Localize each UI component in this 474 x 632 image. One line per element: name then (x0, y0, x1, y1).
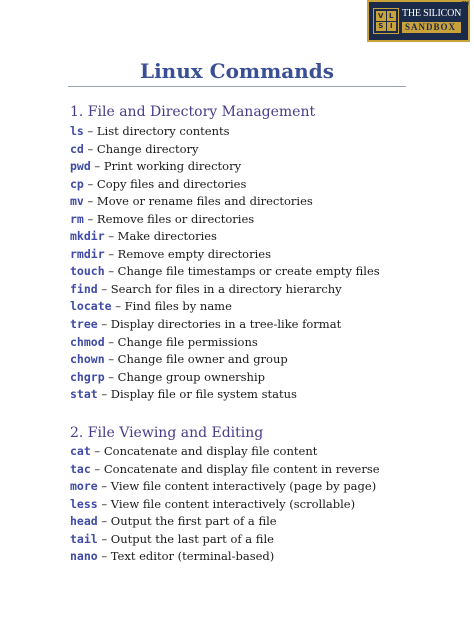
command-item-mkdir (70, 228, 380, 246)
command-description: – Concatenate and display file content (90, 444, 318, 458)
command-item-chmod (70, 334, 380, 352)
command-item-nano (70, 548, 380, 566)
command-list-file-directory (70, 123, 380, 404)
command-description: – Display directories in a tree-like format (97, 317, 342, 332)
page-title: Linux Commands (140, 59, 334, 83)
command-item-cat (70, 443, 380, 461)
command-name: stat (70, 387, 98, 402)
command-description: – Make directories (104, 229, 217, 244)
command-description: – Concatenate and display file content in reverse (90, 461, 380, 476)
command-name: tree (70, 317, 98, 332)
command-name: tail (70, 531, 98, 546)
command-description: – View file content interactively (scrollable) (97, 496, 356, 511)
command-name: more (70, 479, 98, 494)
command-item-chown (70, 351, 380, 369)
command-item-chgrp (70, 369, 380, 387)
command-name: touch (70, 264, 105, 279)
command-name: find (70, 281, 98, 296)
command-name: cd (70, 141, 84, 156)
logo-mark-letter: S (376, 22, 386, 32)
command-description: – Find files by name (111, 299, 232, 314)
logo-mark-letter: I (387, 22, 397, 32)
command-name: head (70, 514, 98, 529)
command-item-tail (70, 531, 380, 549)
command-item-pwd (70, 158, 380, 176)
command-item-less (70, 496, 380, 514)
command-name: nano (70, 549, 98, 564)
command-name: rmdir (70, 246, 105, 261)
section-heading-file-viewing-editing: 2. File Viewing and Editing (70, 425, 264, 441)
logo-mark-letter: V (376, 11, 386, 21)
command-item-head (70, 513, 380, 531)
command-item-find (70, 281, 380, 299)
command-description: – Change directory (83, 141, 199, 156)
command-item-cp (70, 176, 380, 194)
command-item-stat (70, 386, 380, 404)
command-name: mkdir (70, 229, 105, 244)
command-description: – Display file or file system status (97, 387, 297, 402)
logo-mark-letter: L (387, 11, 397, 21)
command-name: chmod (70, 334, 105, 349)
command-name: pwd (70, 159, 91, 174)
command-name: ls (70, 124, 84, 138)
command-item-locate (70, 298, 380, 316)
command-description: – Print working directory (90, 159, 242, 174)
logo-line-2: SANDBOX (402, 22, 461, 33)
command-item-tree (70, 316, 380, 334)
command-description: – Change group ownership (104, 369, 266, 384)
command-item-ls (70, 123, 380, 141)
command-item-more (70, 478, 380, 496)
command-list-file-viewing (70, 443, 380, 566)
command-name: chgrp (70, 369, 105, 384)
command-name: tac (70, 461, 91, 476)
command-name: rm (70, 211, 84, 226)
command-description: – Output the last part of a file (97, 531, 274, 546)
chip-logo-icon (373, 8, 399, 34)
command-name: mv (70, 194, 84, 209)
command-description: – Remove files or directories (83, 211, 255, 226)
command-description: – Remove empty directories (104, 246, 271, 261)
command-description: – List directory contents (83, 124, 230, 138)
command-description: – Change file timestamps or create empty files (104, 264, 380, 279)
command-description: – Search for files in a directory hierarchy (97, 281, 342, 296)
logo-line-1: THE SILICON (402, 8, 462, 19)
command-item-tac (70, 461, 380, 479)
command-name: locate (70, 299, 112, 314)
trademark-mark: TM (461, 1, 469, 7)
command-description: – Change file permissions (104, 334, 258, 349)
command-name: chown (70, 352, 105, 367)
command-description: – Move or rename files and directories (83, 194, 313, 209)
title-divider (68, 86, 406, 87)
section-heading-file-directory-management: 1. File and Directory Management (70, 104, 316, 120)
command-description: – Change file owner and group (104, 352, 288, 367)
command-description: – View file content interactively (page by page) (97, 479, 377, 494)
brand-logo (367, 0, 470, 42)
command-description: – Copy files and directories (83, 176, 247, 191)
command-name: cat (70, 444, 91, 458)
command-item-touch (70, 263, 380, 281)
command-item-rm (70, 211, 380, 229)
command-description: – Text editor (terminal-based) (97, 549, 275, 564)
command-item-rmdir (70, 246, 380, 264)
command-name: cp (70, 176, 84, 191)
logo-wordmark (402, 9, 461, 33)
command-description: – Output the first part of a file (97, 514, 277, 529)
command-item-cd (70, 141, 380, 159)
command-item-mv (70, 193, 380, 211)
command-name: less (70, 496, 98, 511)
